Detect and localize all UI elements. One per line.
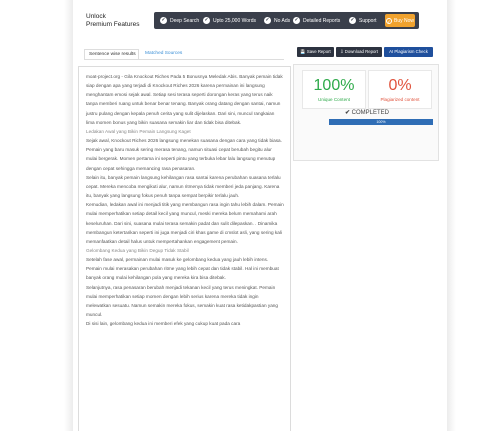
status-completed: ✔ COMPLETED — [344, 110, 390, 116]
checkmark-icon: ✔ — [344, 110, 350, 116]
plagiarized-value: 0% — [388, 77, 412, 94]
result-tabs — [84, 49, 284, 59]
feature-detailed-reports: ✓ Detailed Reports — [294, 17, 341, 24]
feature-support: ✓ Support — [350, 17, 377, 24]
unique-content-stat — [302, 70, 366, 109]
sentence-paragraph: Di sisi lain, gelombang kedua ini memberi efek yang cukup kuat pada cara — [86, 321, 241, 327]
sentence-paragraph: Sejak awal, Knockout Riches 2026 langsung menekan suasana dengan cara yang tidak biasa. Pemain yang baru masuk sering merasa tenang, namun situasi cepat berubah begitu alur mulai bergerak. Momen pertama ini seperti pintu yang terbuka lebar lalu langsung menutup dengan cepat sehingga memancing rasa penasaran. — [86, 138, 282, 171]
buy-now-button[interactable]: ✓ Buy Now — [385, 14, 415, 27]
check-icon: ✓ — [265, 17, 270, 23]
save-report-button[interactable]: 💾 Save Report — [297, 47, 334, 57]
feature-no-ads: ✓ No Ads — [265, 17, 291, 24]
check-icon: ✓ — [294, 17, 299, 23]
unlock-line-2: Premium Features — [86, 21, 140, 28]
cart-icon: ✓ — [387, 18, 391, 24]
feature-word-limit: ✓ Upto 25,000 Words — [204, 17, 256, 24]
section-heading: Ledakan Awal yang Bikin Pemain Langsung Kaget — [86, 128, 191, 134]
tab-sentence-wise-results[interactable]: Sentence wise results — [84, 49, 139, 59]
plagiarized-content-stat — [368, 70, 432, 109]
download-report-button[interactable]: ⇩ Download Report — [336, 47, 382, 57]
unlock-line-1: Unlock — [86, 13, 106, 20]
progress-bar-fill: 100% — [329, 119, 433, 125]
document-text — [86, 72, 284, 328]
sentence-paragraph: moat-project.org - Gila Knockout Riches Pada 5 Bonusnya Meledak Abis. Banyak pemain tidak siap dengan apa yang terjadi di Knockout Riches 2026 karena permainan ini langsung menghantam emosi sejak awal. Setiap sesi terasa seperti dorongan keras yang terus naik tanpa memberi ruang untuk benar benar tenang. Banyak orang datang dengan santai, namun justru pulang dengan kepala penuh cerita yang sulit dijelaskan. Dari sini, muncul rangkaian lima momen bonus yang bikin suasana semakin liar dan tidak bisa ditebak. — [86, 74, 283, 125]
unique-label: Unique Content — [318, 97, 350, 102]
tab-matched-sources[interactable]: Matched Sources — [145, 51, 183, 56]
page-shadow-right — [447, 0, 456, 431]
progress-bar — [329, 119, 433, 125]
plagiarized-label: Plagiarized content — [380, 97, 420, 102]
report-actions — [297, 47, 433, 57]
sentence-paragraph: Kemudian, ledakan awal ini menjadi titik yang membangun rasa ingin tahu lebih dalam. Pemain mulai memperhatikan setiap detail kecil yang muncul, meski mereka belum memahami arah keseluruhan. Dari sini, suasana mulai terasa semakin padat dan sulit dilepaskan. . Dinamika membangun ketertarikan seperti ini juga menjadi ciri khas game di cmslot asli, yang sering kali memanfaatkan detail halus untuk mempertahankan engagement pemain. — [86, 202, 284, 244]
check-icon: ✓ — [204, 17, 209, 23]
check-icon: ✓ — [350, 17, 355, 23]
feature-deep-search: ✓ Deep Search — [161, 17, 200, 24]
check-icon: ✓ — [161, 17, 166, 23]
sentence-paragraph: Selanjutnya, rasa penasaran berubah menjadi tekanan kecil yang terus meningkat. Pemain mulai memperhatikan setiap momen dengan lebih serius karena mereka tidak ingin melewatkan sesuatu. Namun semakin mereka fokus, semakin kuat rasa ketidakpastian yang muncul. — [86, 284, 279, 318]
results-summary-card — [293, 64, 439, 161]
premium-features-bar — [154, 12, 419, 29]
sentence-paragraph: Selain itu, banyak pemain langsung kehilangan rasa santai karena perubahan suasana terlalu cepat. Mereka mencoba mengikuti alur, namun ritmenya tidak memberi jeda panjang. Karena itu, banyak yang langsung fokus penuh tanpa sempat berpikir terlalu jauh. — [86, 174, 281, 199]
sentence-results-panel — [78, 66, 291, 431]
unique-value: 100% — [313, 77, 355, 94]
ai-plagiarism-check-button[interactable]: AI Plagiarism Check — [384, 47, 433, 57]
tab-divider — [84, 59, 284, 60]
unlock-text — [86, 13, 139, 29]
page-shadow-left — [64, 0, 73, 431]
sentence-paragraph: Setelah fase awal, permainan mulai masuk ke gelombang kedua yang jauh lebih intens. Pemain mulai merasakan perubahan ritme yang lebih cepat dan tidak stabil. Hal ini membuat banyak orang mulai kehilangan pola yang mereka kira bisa ditebak. — [86, 257, 279, 281]
section-heading: Gelombang Kedua yang Bikin Degup Tidak Stabil — [86, 247, 189, 253]
